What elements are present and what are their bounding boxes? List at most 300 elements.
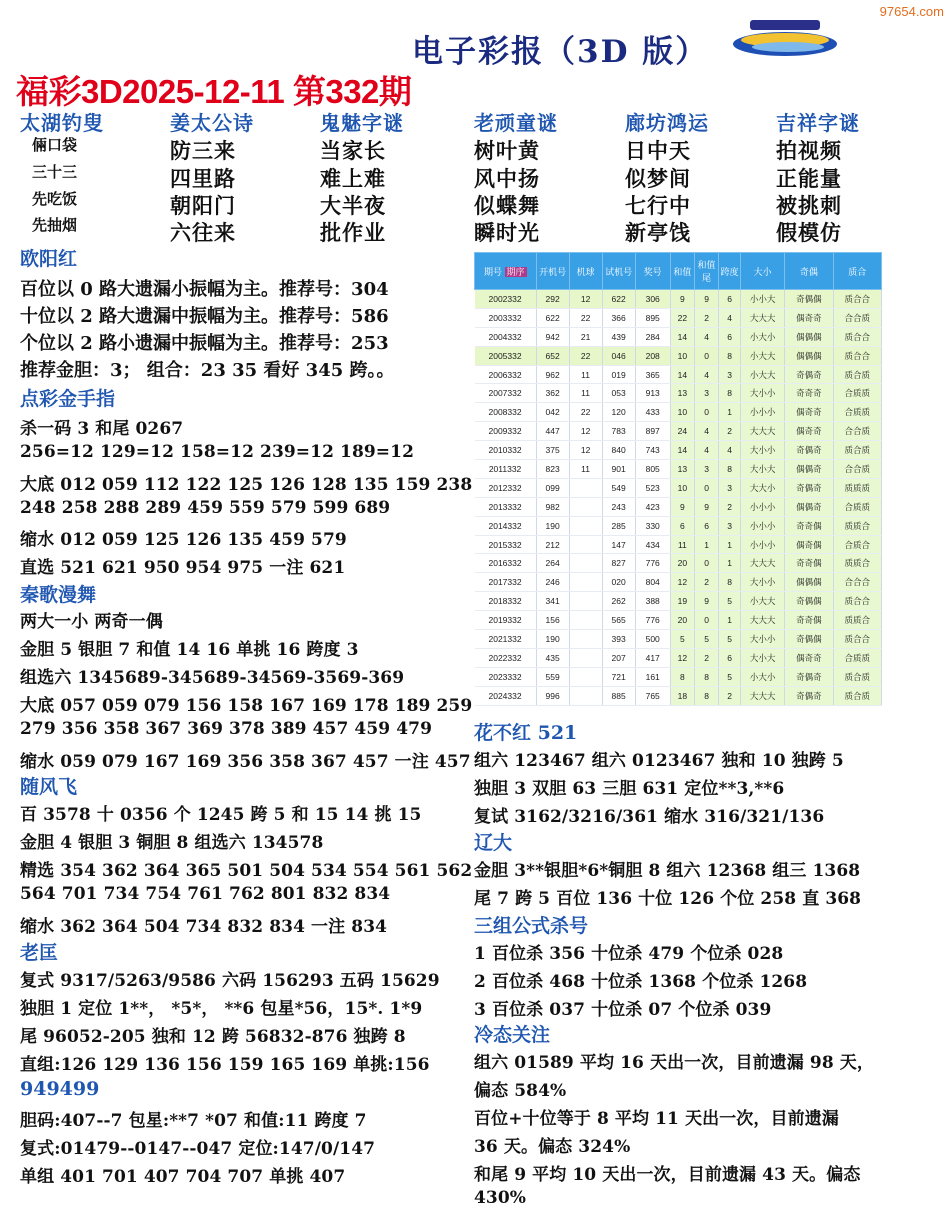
table-cell: 4 bbox=[719, 441, 741, 460]
column-header: 质合 bbox=[833, 253, 881, 290]
table-cell: 805 bbox=[635, 460, 670, 479]
table-cell: 合质质 bbox=[833, 403, 881, 422]
section-title: 花不红 521 bbox=[474, 722, 578, 744]
table-cell: 1 bbox=[719, 535, 741, 554]
table-cell: 奇偶奇 bbox=[785, 686, 833, 705]
table-cell: 2 bbox=[694, 308, 718, 327]
table-cell: 765 bbox=[635, 686, 670, 705]
text-line: 独胆 3 双胆 63 三胆 631 定位**3,**6 bbox=[474, 779, 785, 799]
text-line: 百位+十位等于 8 平均 11 天出一次，目前遗漏 bbox=[474, 1109, 839, 1129]
table-cell: 奇奇奇 bbox=[785, 384, 833, 403]
table-cell: 246 bbox=[536, 573, 569, 592]
table-cell: 10 bbox=[670, 403, 694, 422]
table-cell: 2022332 bbox=[475, 648, 537, 667]
table-cell: 14 bbox=[670, 365, 694, 384]
section-title: 辽大 bbox=[474, 832, 513, 854]
section-title: 秦歌漫舞 bbox=[20, 584, 97, 606]
table-cell: 913 bbox=[635, 384, 670, 403]
table-row bbox=[475, 535, 882, 554]
table-cell: 10 bbox=[670, 346, 694, 365]
table-row bbox=[475, 497, 882, 516]
text-line: 直选 521 621 950 954 975 一注 621 bbox=[20, 558, 346, 578]
table-cell: 2017332 bbox=[475, 573, 537, 592]
table-cell: 2012332 bbox=[475, 478, 537, 497]
table-cell: 500 bbox=[635, 630, 670, 649]
riddle-item: 先吃饭 bbox=[32, 190, 78, 208]
table-cell: 8 bbox=[719, 346, 741, 365]
table-cell: 12 bbox=[569, 290, 602, 309]
table-cell: 奇偶奇 bbox=[785, 667, 833, 686]
table-cell: 776 bbox=[635, 554, 670, 573]
table-cell: 大小小 bbox=[741, 384, 785, 403]
column-header: 开机号 bbox=[536, 253, 569, 290]
table-cell: 12 bbox=[670, 573, 694, 592]
table-cell: 大大小 bbox=[741, 478, 785, 497]
table-cell: 622 bbox=[536, 308, 569, 327]
table-cell: 942 bbox=[536, 327, 569, 346]
table-cell: 13 bbox=[670, 460, 694, 479]
column-header: 大小 bbox=[741, 253, 785, 290]
table-cell: 4 bbox=[694, 327, 718, 346]
table-cell: 439 bbox=[602, 327, 635, 346]
table-cell: 11 bbox=[569, 460, 602, 479]
riddle-item: 朝阳门 bbox=[170, 193, 236, 218]
table-cell: 559 bbox=[536, 667, 569, 686]
column-header: 和值尾 bbox=[694, 253, 718, 290]
table-row bbox=[475, 441, 882, 460]
table-cell: 质质合 bbox=[833, 611, 881, 630]
text-line: 248 258 288 289 459 559 579 599 689 bbox=[20, 498, 391, 518]
riddle-item: 当家长 bbox=[320, 138, 386, 163]
table-cell: 292 bbox=[536, 290, 569, 309]
text-line: 缩水 059 079 167 169 356 358 367 457 一注 457 bbox=[20, 752, 471, 772]
column-header: 奖号 bbox=[635, 253, 670, 290]
table-cell: 262 bbox=[602, 592, 635, 611]
table-cell: 365 bbox=[635, 365, 670, 384]
table-cell: 20 bbox=[670, 554, 694, 573]
table-cell: 8 bbox=[719, 573, 741, 592]
table-cell: 6 bbox=[694, 516, 718, 535]
table-row bbox=[475, 648, 882, 667]
table-cell: 质合质 bbox=[833, 441, 881, 460]
table-cell: 2024332 bbox=[475, 686, 537, 705]
table-cell: 2006332 bbox=[475, 365, 537, 384]
riddle-title: 姜太公诗 bbox=[170, 111, 254, 135]
table-cell: 721 bbox=[602, 667, 635, 686]
text-line: 缩水 012 059 125 126 135 459 579 bbox=[20, 530, 347, 550]
table-cell: 大大大 bbox=[741, 611, 785, 630]
table-cell: 996 bbox=[536, 686, 569, 705]
table-cell: 合合合 bbox=[833, 573, 881, 592]
table-cell: 341 bbox=[536, 592, 569, 611]
table-cell: 4 bbox=[694, 441, 718, 460]
table-cell: 147 bbox=[602, 535, 635, 554]
table-cell: 388 bbox=[635, 592, 670, 611]
history-table bbox=[474, 252, 882, 706]
text-line: 和尾 9 平均 10 天出一次，目前遗漏 43 天。偏态 bbox=[474, 1165, 861, 1185]
table-cell: 10 bbox=[670, 478, 694, 497]
table-cell: 大大大 bbox=[741, 422, 785, 441]
table-cell: 565 bbox=[602, 611, 635, 630]
text-line: 复式 9317/5263/9586 六码 156293 五码 15629 bbox=[20, 971, 440, 991]
issue-title: 福彩3D2025-12-11 第332期 bbox=[16, 73, 412, 110]
table-cell: 14 bbox=[670, 327, 694, 346]
text-line: 复试 3162/3216/361 缩水 316/321/136 bbox=[474, 807, 825, 827]
text-line: 组六 01589 平均 16 天出一次，目前遗漏 98 天， bbox=[474, 1053, 874, 1073]
table-cell: 偶奇奇 bbox=[785, 403, 833, 422]
table-cell: 020 bbox=[602, 573, 635, 592]
table-cell: 120 bbox=[602, 403, 635, 422]
table-cell: 偶奇偶 bbox=[785, 535, 833, 554]
table-cell: 小大大 bbox=[741, 592, 785, 611]
table-cell: 11 bbox=[569, 384, 602, 403]
text-line: 百 3578 十 0356 个 1245 跨 5 和 15 14 挑 15 bbox=[20, 805, 422, 825]
text-line: 精选 354 362 364 365 501 504 534 554 561 562 bbox=[20, 861, 473, 881]
column-header: 机球 bbox=[569, 253, 602, 290]
table-cell: 大小小 bbox=[741, 630, 785, 649]
section-title: 949499 bbox=[20, 1078, 100, 1100]
text-line: 金胆 5 银胆 7 和值 14 16 单挑 16 跨度 3 bbox=[20, 640, 359, 660]
table-cell: 质合合 bbox=[833, 630, 881, 649]
text-line: 直组:126 129 136 156 159 165 169 单挑:156 bbox=[20, 1055, 430, 1075]
text-line: 564 701 734 754 761 762 801 832 834 bbox=[20, 884, 391, 904]
text-line: 金胆 4 银胆 3 铜胆 8 组选六 134578 bbox=[20, 833, 324, 853]
table-cell: 22 bbox=[670, 308, 694, 327]
table-cell: 小大小 bbox=[741, 667, 785, 686]
table-cell: 2018332 bbox=[475, 592, 537, 611]
riddle-item: 大半夜 bbox=[320, 193, 386, 218]
table-cell: 质合质 bbox=[833, 365, 881, 384]
table-cell: 13 bbox=[670, 384, 694, 403]
riddle-item: 正能量 bbox=[776, 166, 842, 191]
table-cell: 5 bbox=[670, 630, 694, 649]
table-cell: 5 bbox=[719, 667, 741, 686]
table-cell: 783 bbox=[602, 422, 635, 441]
table-cell: 奇偶奇 bbox=[785, 478, 833, 497]
text-line: 两大一小 两奇一偶 bbox=[20, 612, 163, 632]
table-cell: 156 bbox=[536, 611, 569, 630]
table-cell: 小小小 bbox=[741, 516, 785, 535]
table-cell: 840 bbox=[602, 441, 635, 460]
table-cell: 2 bbox=[694, 648, 718, 667]
table-cell: 0 bbox=[694, 611, 718, 630]
table-cell: 827 bbox=[602, 554, 635, 573]
table-cell: 0 bbox=[694, 478, 718, 497]
table-cell: 合合质 bbox=[833, 460, 881, 479]
table-cell: 2 bbox=[719, 686, 741, 705]
table-cell: 433 bbox=[635, 403, 670, 422]
table-cell: 423 bbox=[635, 497, 670, 516]
riddle-item: 先抽烟 bbox=[32, 216, 78, 234]
riddle-item: 日中天 bbox=[625, 138, 691, 163]
table-cell: 4 bbox=[694, 422, 718, 441]
riddle-item: 批作业 bbox=[320, 220, 386, 245]
table-cell: 14 bbox=[670, 441, 694, 460]
table-cell: 偶奇奇 bbox=[785, 308, 833, 327]
text-line: 缩水 362 364 504 734 832 834 一注 834 bbox=[20, 917, 388, 937]
table-cell bbox=[569, 611, 602, 630]
table-cell: 偶偶偶 bbox=[785, 346, 833, 365]
riddle-title: 吉祥字谜 bbox=[776, 111, 860, 135]
table-cell: 大大大 bbox=[741, 554, 785, 573]
table-cell: 质质质 bbox=[833, 478, 881, 497]
table-cell: 2008332 bbox=[475, 403, 537, 422]
table-row bbox=[475, 630, 882, 649]
text-line: 杀一码 3 和尾 0267 bbox=[20, 419, 184, 439]
table-row bbox=[475, 573, 882, 592]
table-cell: 小大大 bbox=[741, 346, 785, 365]
table-cell: 合合质 bbox=[833, 422, 881, 441]
riddle-item: 似梦间 bbox=[625, 166, 691, 191]
riddle-title: 老顽童谜 bbox=[474, 111, 558, 135]
table-cell: 24 bbox=[670, 422, 694, 441]
table-cell: 2015332 bbox=[475, 535, 537, 554]
table-cell: 合质质 bbox=[833, 497, 881, 516]
table-cell bbox=[569, 497, 602, 516]
table-cell: 12 bbox=[569, 422, 602, 441]
table-row bbox=[475, 667, 882, 686]
text-line: 1 百位杀 356 十位杀 479 个位杀 028 bbox=[474, 944, 784, 964]
riddle-item: 似蝶舞 bbox=[474, 193, 540, 218]
table-cell: 8 bbox=[719, 384, 741, 403]
riddle-item: 防三来 bbox=[170, 138, 236, 163]
table-cell: 284 bbox=[635, 327, 670, 346]
table-cell: 962 bbox=[536, 365, 569, 384]
table-cell: 6 bbox=[670, 516, 694, 535]
table-cell bbox=[569, 535, 602, 554]
table-cell: 652 bbox=[536, 346, 569, 365]
table-cell: 22 bbox=[569, 308, 602, 327]
table-row bbox=[475, 365, 882, 384]
section-title: 三组公式杀号 bbox=[474, 915, 589, 937]
table-cell: 208 bbox=[635, 346, 670, 365]
table-cell: 207 bbox=[602, 648, 635, 667]
riddle-title: 鬼魅字谜 bbox=[320, 111, 404, 135]
table-cell: 2 bbox=[719, 497, 741, 516]
text-line: 个位以 2 路小遗漏中振幅为主。推荐号：253 bbox=[20, 333, 389, 354]
table-cell: 0 bbox=[694, 403, 718, 422]
table-cell: 11 bbox=[670, 535, 694, 554]
table-cell: 417 bbox=[635, 648, 670, 667]
text-line: 尾 96052-205 独和 12 跨 56832-876 独跨 8 bbox=[20, 1027, 406, 1047]
table-cell: 2019332 bbox=[475, 611, 537, 630]
riddle-item: 风中扬 bbox=[474, 166, 540, 191]
table-cell: 小小小 bbox=[741, 535, 785, 554]
table-cell bbox=[569, 648, 602, 667]
table-cell: 2005332 bbox=[475, 346, 537, 365]
column-header: 跨度 bbox=[719, 253, 741, 290]
table-cell: 8 bbox=[694, 667, 718, 686]
riddle-item: 倆口袋 bbox=[32, 136, 78, 154]
table-row bbox=[475, 308, 882, 327]
table-cell: 9 bbox=[694, 497, 718, 516]
table-cell: 1 bbox=[719, 554, 741, 573]
table-cell: 合质合 bbox=[833, 535, 881, 554]
table-cell: 434 bbox=[635, 535, 670, 554]
table-row bbox=[475, 516, 882, 535]
table-cell: 偶偶奇 bbox=[785, 497, 833, 516]
table-cell: 9 bbox=[670, 290, 694, 309]
table-cell: 823 bbox=[536, 460, 569, 479]
table-cell: 9 bbox=[670, 497, 694, 516]
table-row bbox=[475, 554, 882, 573]
table-cell: 3 bbox=[719, 478, 741, 497]
table-cell: 2023332 bbox=[475, 667, 537, 686]
text-line: 组六 123467 组六 0123467 独和 10 独跨 5 bbox=[474, 751, 844, 771]
table-cell: 6 bbox=[719, 290, 741, 309]
table-cell: 大小小 bbox=[741, 441, 785, 460]
table-cell: 偶偶偶 bbox=[785, 327, 833, 346]
table-cell: 2007332 bbox=[475, 384, 537, 403]
text-line: 256=12 129=12 158=12 239=12 189=12 bbox=[20, 442, 415, 462]
section-title: 点彩金手指 bbox=[20, 388, 116, 410]
table-cell: 264 bbox=[536, 554, 569, 573]
table-cell: 362 bbox=[536, 384, 569, 403]
column-header: 奇偶 bbox=[785, 253, 833, 290]
riddle-item: 六往来 bbox=[170, 220, 236, 245]
text-line: 十位以 2 路大遗漏中振幅为主。推荐号：586 bbox=[20, 306, 389, 327]
table-cell: 合质质 bbox=[833, 384, 881, 403]
table-cell: 393 bbox=[602, 630, 635, 649]
table-row bbox=[475, 346, 882, 365]
table-cell: 小大小 bbox=[741, 327, 785, 346]
table-cell: 12 bbox=[670, 648, 694, 667]
table-header-row bbox=[475, 253, 882, 290]
table-cell: 11 bbox=[569, 365, 602, 384]
riddle-item: 难上难 bbox=[320, 166, 386, 191]
text-line: 430% bbox=[474, 1188, 527, 1204]
table-cell bbox=[569, 667, 602, 686]
table-cell: 982 bbox=[536, 497, 569, 516]
table-cell bbox=[569, 516, 602, 535]
table-cell: 549 bbox=[602, 478, 635, 497]
table-row bbox=[475, 384, 882, 403]
table-row bbox=[475, 422, 882, 441]
table-cell bbox=[569, 630, 602, 649]
table-cell: 5 bbox=[719, 630, 741, 649]
table-cell: 质合合 bbox=[833, 290, 881, 309]
text-line: 推荐金胆：3； 组合：23 35 看好 345 跨。。 bbox=[20, 360, 395, 381]
table-cell: 19 bbox=[670, 592, 694, 611]
column-header: 和值 bbox=[670, 253, 694, 290]
table-cell: 小小小 bbox=[741, 403, 785, 422]
table-cell: 奇偶奇 bbox=[785, 365, 833, 384]
table-row bbox=[475, 611, 882, 630]
table-cell: 099 bbox=[536, 478, 569, 497]
table-cell: 1 bbox=[719, 611, 741, 630]
table-cell: 3 bbox=[694, 384, 718, 403]
table-cell: 2016332 bbox=[475, 554, 537, 573]
table-cell: 9 bbox=[694, 592, 718, 611]
table-cell: 奇奇偶 bbox=[785, 554, 833, 573]
table-cell: 5 bbox=[694, 630, 718, 649]
lottery-logo-icon bbox=[730, 14, 840, 60]
table-cell: 5 bbox=[719, 592, 741, 611]
site-watermark: 97654.com bbox=[879, 4, 944, 19]
table-cell: 190 bbox=[536, 516, 569, 535]
table-cell: 804 bbox=[635, 573, 670, 592]
riddle-title: 太湖钓叟 bbox=[20, 111, 104, 135]
table-cell: 偶奇奇 bbox=[785, 422, 833, 441]
section-title: 老匡 bbox=[20, 942, 59, 964]
table-cell bbox=[569, 573, 602, 592]
table-cell: 2002332 bbox=[475, 290, 537, 309]
table-cell: 小小大 bbox=[741, 290, 785, 309]
table-cell: 大小小 bbox=[741, 573, 785, 592]
table-cell: 0 bbox=[694, 346, 718, 365]
table-cell: 306 bbox=[635, 290, 670, 309]
riddle-item: 瞬时光 bbox=[474, 220, 540, 245]
riddle-item: 七行中 bbox=[625, 193, 691, 218]
table-row bbox=[475, 478, 882, 497]
table-cell: 1 bbox=[719, 403, 741, 422]
table-cell: 奇偶偶 bbox=[785, 290, 833, 309]
table-cell: 897 bbox=[635, 422, 670, 441]
table-cell: 1 bbox=[694, 535, 718, 554]
text-line: 2 百位杀 468 十位杀 1368 个位杀 1268 bbox=[474, 972, 808, 992]
table-cell: 743 bbox=[635, 441, 670, 460]
text-line: 偏态 584% bbox=[474, 1081, 567, 1101]
table-cell: 330 bbox=[635, 516, 670, 535]
table-cell: 243 bbox=[602, 497, 635, 516]
table-cell: 435 bbox=[536, 648, 569, 667]
table-cell: 4 bbox=[719, 308, 741, 327]
table-cell: 3 bbox=[719, 365, 741, 384]
text-line: 百位以 0 路大遗漏小振幅为主。推荐号：304 bbox=[20, 279, 389, 300]
table-row bbox=[475, 592, 882, 611]
table-cell: 大小大 bbox=[741, 460, 785, 479]
text-line: 复式:01479--0147--047 定位:147/0/147 bbox=[20, 1139, 376, 1159]
riddle-item: 假模仿 bbox=[776, 220, 842, 245]
table-row bbox=[475, 686, 882, 705]
table-cell: 053 bbox=[602, 384, 635, 403]
table-cell: 奇奇偶 bbox=[785, 516, 833, 535]
text-line: 胆码:407--7 包星:**7 *07 和值:11 跨度 7 bbox=[20, 1111, 367, 1131]
table-cell: 366 bbox=[602, 308, 635, 327]
table-cell: 042 bbox=[536, 403, 569, 422]
table-cell: 776 bbox=[635, 611, 670, 630]
table-row bbox=[475, 290, 882, 309]
table-row bbox=[475, 460, 882, 479]
text-line: 大底 057 059 079 156 158 167 169 178 189 259 bbox=[20, 696, 473, 716]
table-cell: 2011332 bbox=[475, 460, 537, 479]
text-line: 3 百位杀 037 十位杀 07 个位杀 039 bbox=[474, 1000, 772, 1020]
table-cell: 质合合 bbox=[833, 346, 881, 365]
table-cell: 8 bbox=[670, 667, 694, 686]
table-cell: 奇偶偶 bbox=[785, 630, 833, 649]
riddle-item: 新亭饯 bbox=[625, 220, 691, 245]
table-cell: 375 bbox=[536, 441, 569, 460]
table-cell: 161 bbox=[635, 667, 670, 686]
table-row bbox=[475, 403, 882, 422]
text-line: 单组 401 701 407 704 707 单挑 407 bbox=[20, 1167, 346, 1187]
table-cell: 22 bbox=[569, 403, 602, 422]
table-cell: 2 bbox=[694, 573, 718, 592]
table-cell: 偶偶奇 bbox=[785, 460, 833, 479]
table-cell: 2009332 bbox=[475, 422, 537, 441]
table-cell: 合合质 bbox=[833, 308, 881, 327]
riddle-title: 廊坊鸿运 bbox=[625, 111, 709, 135]
table-cell bbox=[569, 686, 602, 705]
table-cell: 奇奇偶 bbox=[785, 611, 833, 630]
table-cell: 8 bbox=[694, 686, 718, 705]
table-cell: 0 bbox=[694, 554, 718, 573]
table-cell: 奇偶偶 bbox=[785, 592, 833, 611]
riddle-item: 树叶黄 bbox=[474, 138, 540, 163]
masthead-title: 电子彩报（3D 版） bbox=[412, 34, 709, 70]
riddle-item: 三十三 bbox=[32, 163, 78, 181]
table-cell: 质合合 bbox=[833, 592, 881, 611]
